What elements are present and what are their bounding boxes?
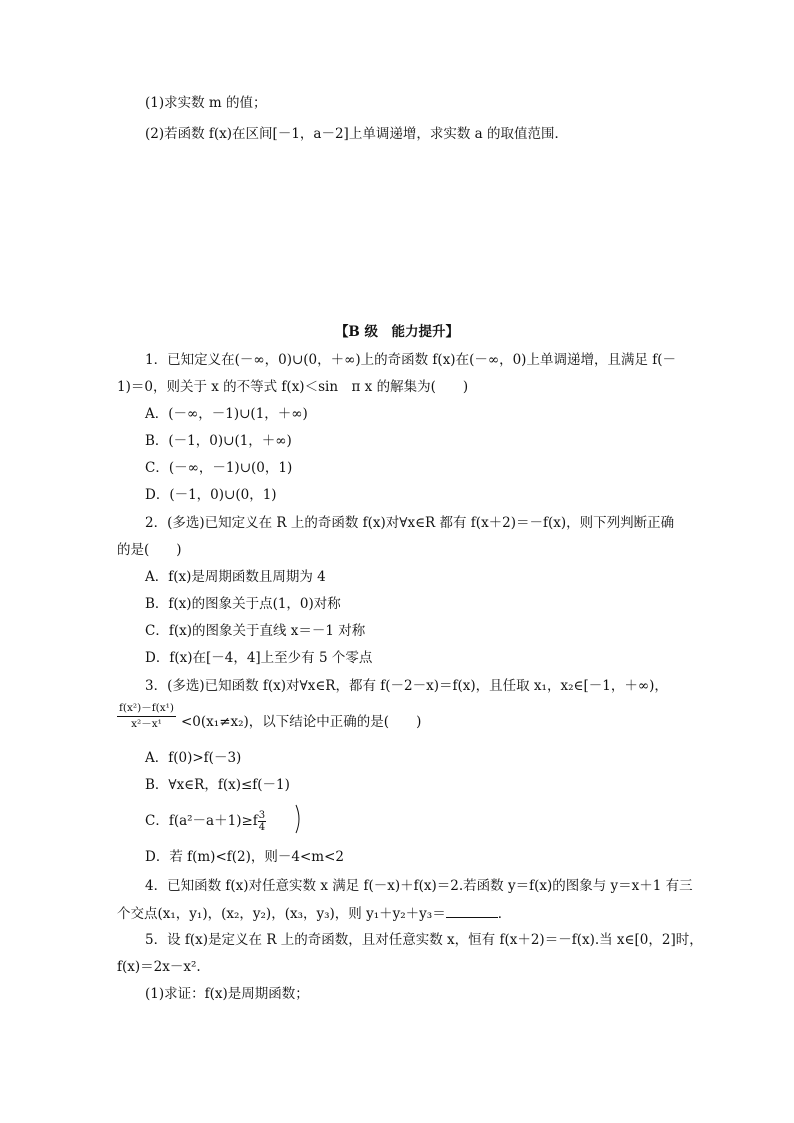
problem-4-line-2 [117,903,511,924]
prev-question-part-1: (1)求实数 m 的值； [145,95,267,111]
answer-blank [446,903,498,918]
problem-5-line-1: 5．设 f(x)是定义在 R 上的奇函数，且对任意实数 x，恒有 f(x＋2)＝－f(x).当 x∈[0，2]时， [145,932,703,948]
problem-5-part-1: (1)求证：f(x)是周期函数； [145,986,309,1002]
problem-2-option-c: C．f(x)的图象关于直线 x＝－1 对称 [145,623,366,639]
problem-2-option-d: D．f(x)在[－4，4]上至少有 5 个零点 [145,650,373,666]
problem-3-option-c-text: C．f(a²－a＋1)≥f [145,813,258,829]
problem-1-option-a: A．(－∞，－1)∪(1，＋∞) [145,406,308,422]
option-c-fraction-denominator: 4 [258,822,266,833]
problem-3-stem-line-1: 3．(多选)已知函数 f(x)对∀x∈R，都有 f(－2－x)＝f(x)，且任取 x₁，x₂∈[－1，＋∞)， [145,678,668,694]
problem-3-stem-line-2: <0(x₁≠x₂)，以下结论中正确的是( ) [181,714,422,730]
problem-2-stem-line-2: 的是( ) [117,542,182,558]
problem-1-stem-line-2: 1)＝0，则关于 x 的不等式 f(x)＜sin π x 的解集为( ) [117,379,469,395]
section-title: 【B 级 能力提升】 [334,324,460,340]
problem-3-fraction-numerator: f(x²)－f(x¹) [117,702,176,717]
problem-5-line-2: f(x)＝2x－x². [117,959,201,975]
problem-3-fraction [117,702,176,731]
problem-3-option-a: A．f(0)>f(－3) [145,750,242,766]
problem-4-line-1: 4．已知函数 f(x)对任意实数 x 满足 f(－x)＋f(x)＝2.若函数 y＝f(x)的图象与 y＝x＋1 有三 [145,878,693,894]
problem-3-option-b: B．∀x∈R，f(x)≤f(－1) [145,777,290,793]
problem-3-fraction-denominator: x²－x¹ [131,718,162,730]
problem-3-option-c [145,810,266,833]
problem-1-option-b: B．(－1，0)∪(1，＋∞) [145,433,292,449]
problem-1-stem-line-1: 1．已知定义在(－∞，0)∪(0，＋∞)上的奇函数 f(x)在(－∞，0)上单调递增，且满足 f(－ [145,352,676,368]
problem-1-option-d: D．(－1，0)∪(0，1) [145,487,277,503]
problem-2-option-a: A．f(x)是周期函数且周期为 4 [145,569,326,585]
problem-4-line-2-end: ． [497,906,512,922]
problem-3-option-d: D．若 f(m)<f(2)，则－4<m<2 [145,849,344,865]
problem-2-stem-line-1: 2．(多选)已知定义在 R 上的奇函数 f(x)对∀x∈R 都有 f(x＋2)＝－f(x)，则下列判断正确 [145,515,675,531]
problem-4-line-2-text: 个交点(x₁，y₁)，(x₂，y₂)，(x₃，y₃)，则 y₁＋y₂＋y₃＝ [117,906,446,922]
problem-1-option-c: C．(－∞，－1)∪(0，1) [145,460,293,476]
problem-3-option-c-fraction [258,810,266,833]
problem-2-option-b: B．f(x)的图象关于点(1，0)对称 [145,596,341,612]
prev-question-part-2: (2)若函数 f(x)在区间[－1，a－2]上单调递增，求实数 a 的取值范围． [145,126,568,142]
option-c-fraction-numerator: 3 [258,810,266,821]
right-paren-glyph [293,804,303,834]
